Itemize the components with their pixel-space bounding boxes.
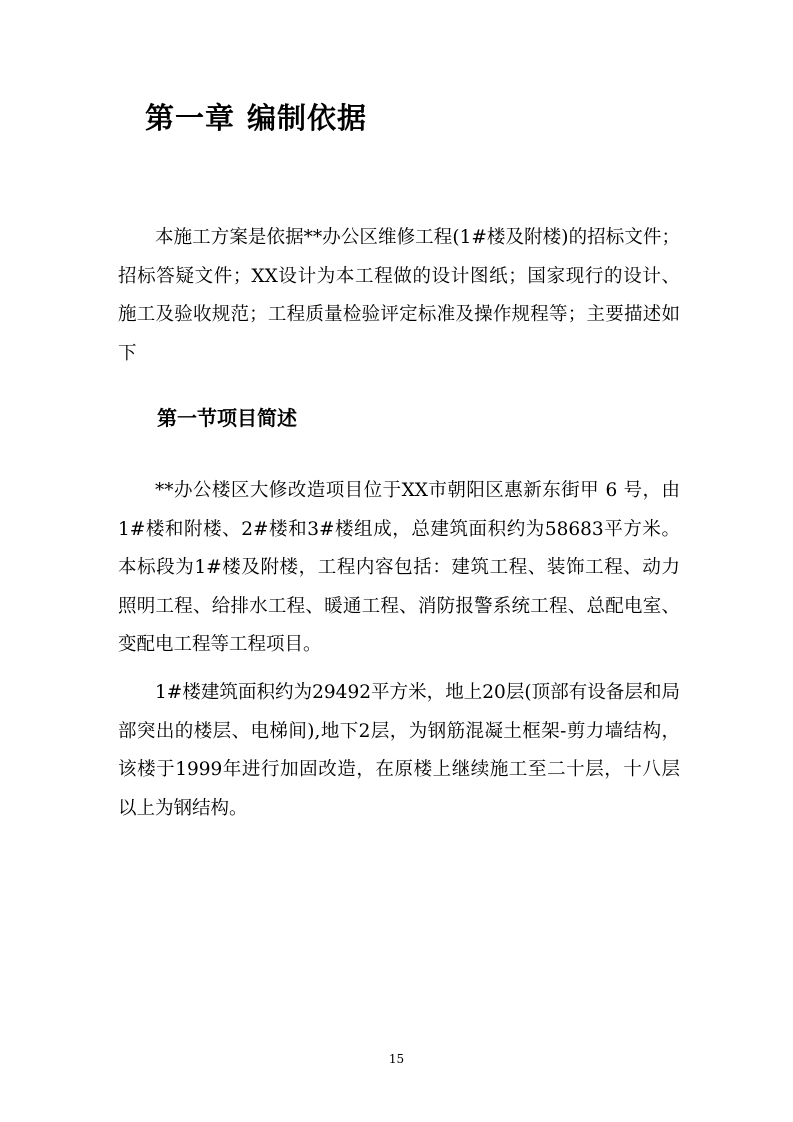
building-description-paragraph: 1#楼建筑面积约为29492平方米，地上20层(顶部有设备层和局部突出的楼层、电梯间),地下2层，为钢筋混凝土框架-剪力墙结构，该楼于1999年进行加固改造，在原楼上继续施工至二十层，十八层以上为钢结构。 <box>118 682 680 819</box>
chapter-number: 第一章 <box>145 101 236 135</box>
chapter-title <box>145 96 367 137</box>
page-number: 15 <box>388 1052 405 1066</box>
section-paragraph-block <box>118 674 680 828</box>
section-paragraph-block <box>118 472 680 665</box>
section-heading: 第一节项目简述 <box>157 406 297 430</box>
chapter-title-text: 编制依据 <box>247 101 368 135</box>
project-location-paragraph: **办公楼区大修改造项目位于XX市朝阳区惠新东街甲 6 号，由1#楼和附楼、2#楼和3#楼组成，总建筑面积约为58683平方米。本标段为1#楼及附楼，工程内容包括：建筑工程、装饰工程、动力照明工程、给排水工程、暖通工程、消防报警系统工程、总配电室、变配电工程等工程项目。 <box>118 480 680 655</box>
intro-paragraph: 本施工方案是依据**办公区维修工程(1#楼及附楼)的招标文件；招标答疑文件；XX设计为本工程做的设计图纸；国家现行的设计、施工及验收规范；工程质量检验评定标准及操作规程等；主要描述如下 <box>118 227 680 364</box>
intro-block <box>118 219 680 373</box>
